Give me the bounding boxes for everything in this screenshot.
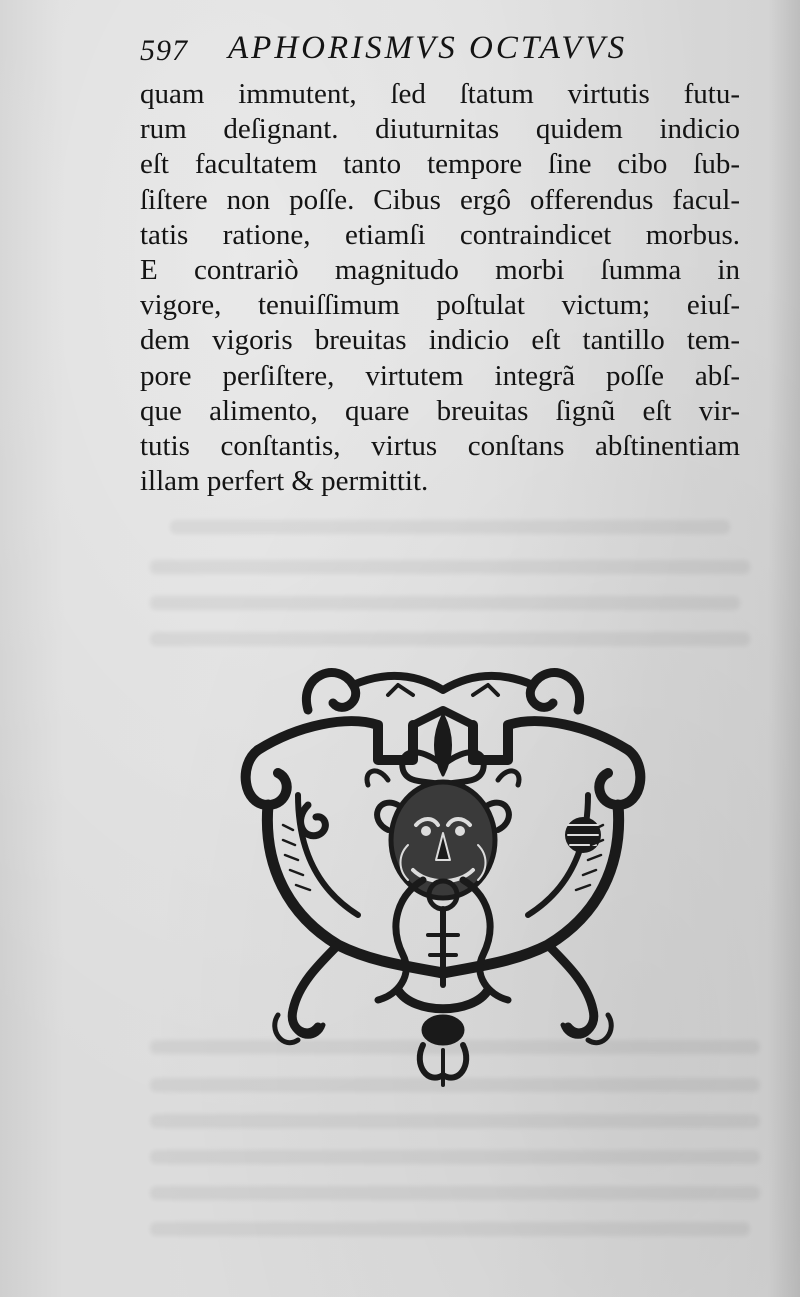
bleed-through-line [170, 520, 730, 534]
text-line: pore perſiſtere, virtutem integrã poſſe abſ- [140, 359, 740, 392]
running-head: APHORISMVS OCTAVVS [228, 30, 628, 66]
bleed-through-line [150, 596, 740, 610]
text-line: tatis ratione, etiamſi contraindicet morbus. [140, 218, 740, 251]
body-text [140, 77, 740, 499]
page-header [140, 30, 740, 74]
text-line: vigore, tenuiſſimum poſtulat victum; eiuſ- [140, 289, 740, 322]
bleed-through-line [150, 1222, 750, 1236]
text-line: quam immutent, ſed ſtatum virtutis futu- [140, 78, 740, 110]
text-line: illam perfert & permittit. [140, 465, 429, 498]
text-line: dem vigoris breuitas indicio eſt tantillo tem- [140, 324, 740, 357]
text-line: tutis conſtantis, virtus conſtans abſtinentiam [140, 429, 740, 462]
bleed-through-line [150, 1150, 760, 1164]
bleed-through-line [150, 632, 750, 646]
woodcut-ornament-icon [238, 655, 648, 1095]
text-line: E contrariò magnitudo morbi ſumma in [140, 253, 740, 286]
text-line: eſt facultatem tanto tempore ſine cibo ſub- [140, 148, 740, 181]
bleed-through-line [150, 560, 750, 574]
text-line: rum deſignant. diuturnitas quidem indicio [140, 113, 740, 146]
bleed-through-line [150, 1186, 760, 1200]
text-line: ſiſtere non poſſe. Cibus ergô offerendus facul- [140, 183, 740, 216]
text-line: que alimento, quare breuitas ſignũ eſt vir- [140, 394, 740, 427]
bleed-through-line [150, 1114, 760, 1128]
page-number: 597 [140, 34, 188, 67]
